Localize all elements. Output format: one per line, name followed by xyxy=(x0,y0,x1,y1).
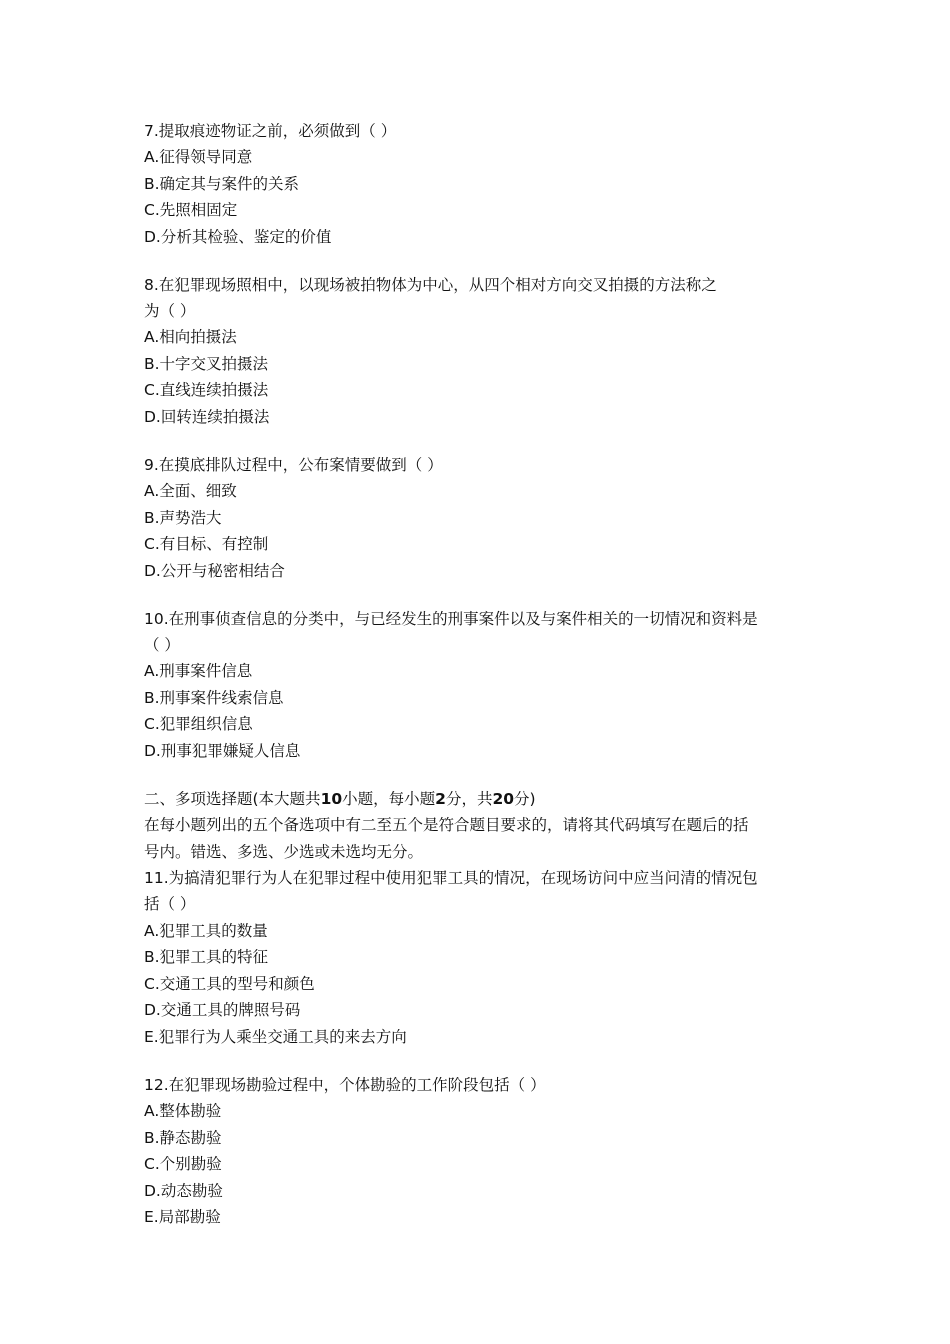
section2-instructions-line2: 号内。错选、多选、少选或未选均无分。 xyxy=(144,843,424,861)
q10-option-b: B.刑事案件线索信息 xyxy=(144,689,284,707)
section2-heading-points-total: 20 xyxy=(492,790,515,808)
q10-stem-line1: 10.在刑事侦查信息的分类中，与已经发生的刑事案件以及与案件相关的一切情况和资料是 xyxy=(144,610,758,628)
section2-heading-count: 10 xyxy=(320,790,343,808)
section2-heading-part1: 二、多项选择题(本大题共 xyxy=(144,790,321,808)
section2-heading-part3: 分，共 xyxy=(445,790,493,808)
q11-option-b: B.犯罪工具的特征 xyxy=(144,948,269,966)
q10-option-c: C.犯罪组织信息 xyxy=(144,715,253,733)
q9-stem: 9.在摸底排队过程中，公布案情要做到（ ） xyxy=(144,456,443,474)
q8-option-b: B.十字交叉拍摄法 xyxy=(144,355,269,373)
q9-option-b: B.声势浩大 xyxy=(144,509,222,527)
q7-option-a: A.征得领导同意 xyxy=(144,148,253,166)
q12-option-e: E.局部勘验 xyxy=(144,1208,221,1226)
q7-option-b: B.确定其与案件的关系 xyxy=(144,175,300,193)
section2-heading-part2: 小题，每小题 xyxy=(342,790,436,808)
q8-option-a: A.相向拍摄法 xyxy=(144,328,237,346)
q12-option-b: B.静态勘验 xyxy=(144,1129,222,1147)
q11-option-e: E.犯罪行为人乘坐交通工具的来去方向 xyxy=(144,1028,407,1046)
q11-stem-line2: 括（ ） xyxy=(144,895,196,913)
q7-stem: 7.提取痕迹物证之前，必须做到（ ） xyxy=(144,122,397,140)
section2-heading xyxy=(144,789,814,809)
q12-stem: 12.在犯罪现场勘验过程中，个体勘验的工作阶段包括（ ） xyxy=(144,1076,546,1094)
section2-heading-points-each: 2 xyxy=(435,790,446,808)
q11-option-a: A.犯罪工具的数量 xyxy=(144,922,268,940)
q8-stem-line2: 为（ ） xyxy=(144,302,196,320)
q9-option-a: A.全面、细致 xyxy=(144,482,237,500)
q9-option-d: D.公开与秘密相结合 xyxy=(144,562,285,580)
q12-option-d: D.动态勘验 xyxy=(144,1182,223,1200)
q7-option-c: C.先照相固定 xyxy=(144,201,238,219)
q12-option-c: C.个别勘验 xyxy=(144,1155,222,1173)
q10-option-d: D.刑事犯罪嫌疑人信息 xyxy=(144,742,301,760)
q8-stem-line1: 8.在犯罪现场照相中，以现场被拍物体为中心，从四个相对方向交叉拍摄的方法称之 xyxy=(144,276,717,294)
q8-option-d: D.回转连续拍摄法 xyxy=(144,408,270,426)
q9-option-c: C.有目标、有控制 xyxy=(144,535,269,553)
q7-option-d: D.分析其检验、鉴定的价值 xyxy=(144,228,332,246)
q11-option-d: D.交通工具的牌照号码 xyxy=(144,1001,301,1019)
q11-stem-line1: 11.为搞清犯罪行为人在犯罪过程中使用犯罪工具的情况，在现场访问中应当问清的情况包 xyxy=(144,869,758,887)
q10-stem-line2: （ ） xyxy=(144,636,180,654)
q11-option-c: C.交通工具的型号和颜色 xyxy=(144,975,315,993)
q10-option-a: A.刑事案件信息 xyxy=(144,662,253,680)
q8-option-c: C.直线连续拍摄法 xyxy=(144,381,269,399)
section2-heading-part4: 分) xyxy=(514,790,536,808)
section2-instructions-line1: 在每小题列出的五个备选项中有二至五个是符合题目要求的，请将其代码填写在题后的括 xyxy=(144,816,749,834)
q12-option-a: A.整体勘验 xyxy=(144,1102,222,1120)
